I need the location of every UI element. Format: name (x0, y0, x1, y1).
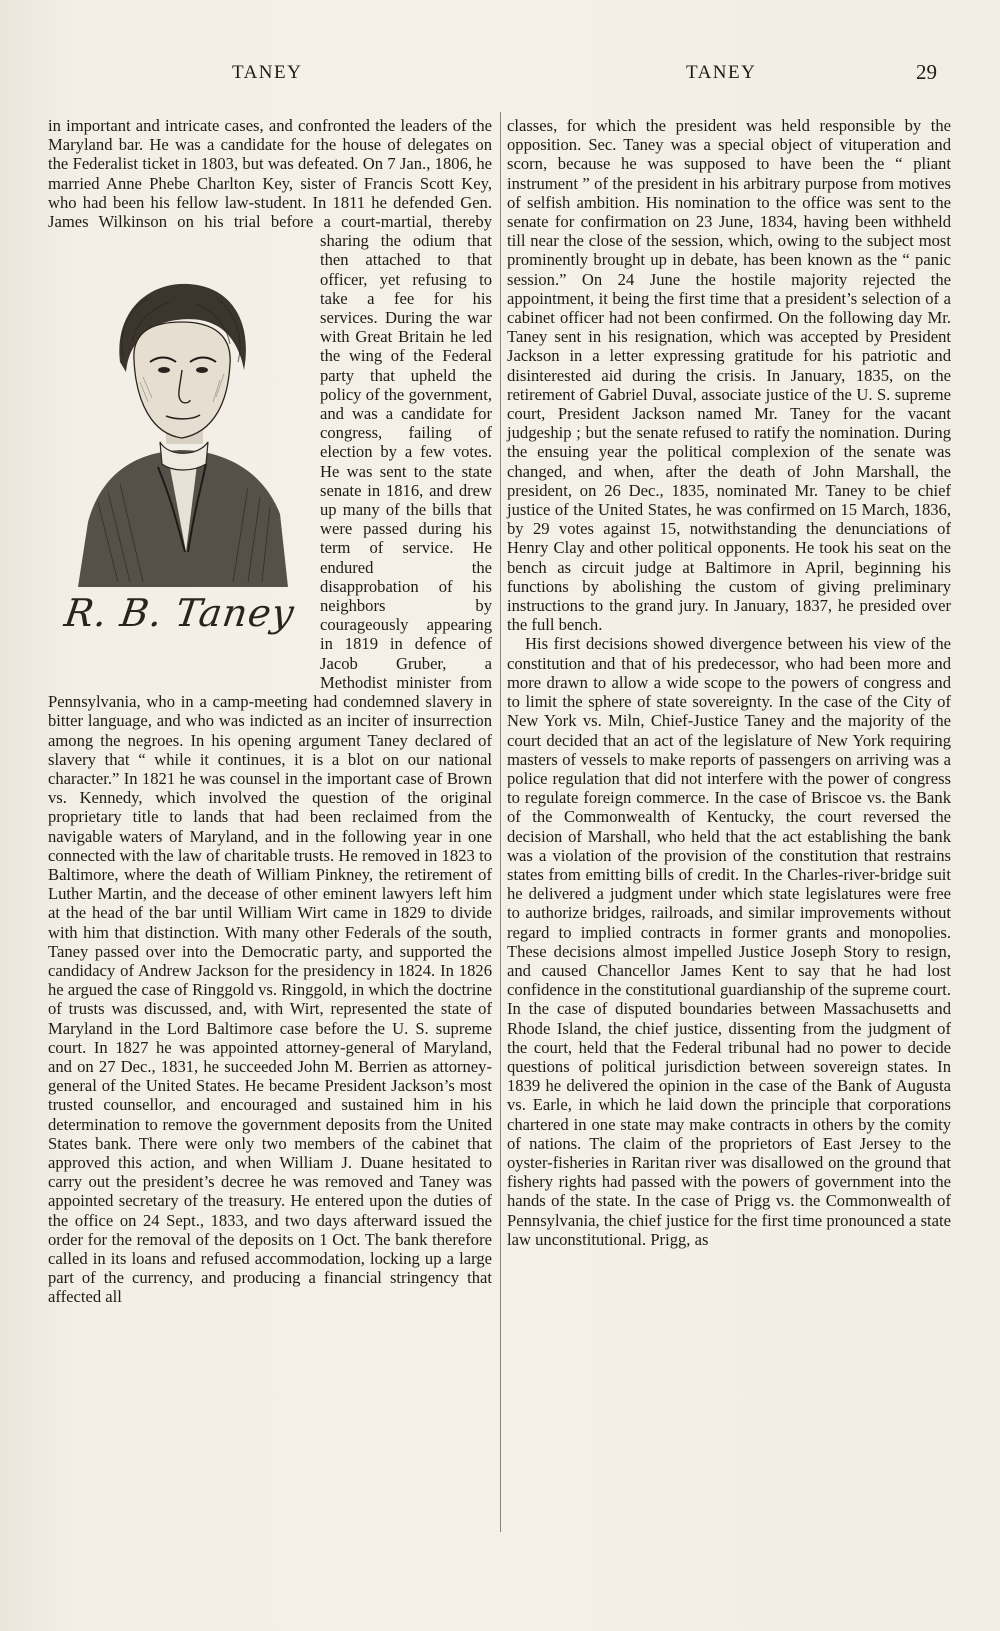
portrait-engraving (48, 252, 314, 597)
right-paragraph-1: classes, for which the president was held responsible by the opposition. Sec. Taney was a special object of vituperation and scorn, because he was supposed to have been the “ pliant instrument ” of the president in his arbitrary purpose from motives of selfish ambition. His nomination to the office was sent to the senate for confirmation on 23 June, 1834, having been withheld till near the close of the session, which, owing to the subject most prominently brought up in debate, has been known as the “ panic session.” On 24 June the hostile majority rejected the appointment, it being the first time that a president’s selection of a cabinet officer had not been confirmed. On the following day Mr. Taney sent in his resignation, which was accepted by President Jackson in a letter expressing gratitude for his patriotic and disinterested aid during the crisis. In January, 1835, on the retirement of Gabriel Duval, associate justice of the U. S. supreme court, President Jackson named Mr. Taney for the vacant judgeship ; but the senate refused to ratify the nomination. During the ensuing year the political complexion of the senate was changed, and when, after the death of John Marshall, the president, on 26 Dec., 1835, nominated Mr. Taney to be chief justice of the United States, he was confirmed on 15 March, 1836, by 29 votes against 15, notwithstanding the denunciations of Henry Clay and other political opponents. He took his seat on the bench as circuit judge at Baltimore in April, beginning his functions by abolishing the custom of giving preliminary instructions to the grand jury. In January, 1837, he presided over the full bench. (507, 116, 951, 635)
page-number: 29 (916, 60, 937, 84)
right-paragraph-2: His first decisions showed divergence between his view of the constitution and that of his predecessor, who had been more and more drawn to allow a wide scope to the powers of congress and to limit the sphere of state sovereignty. In the case of the City of New York vs. Miln, Chief-Justice Taney and the majority of the court decided that an act of the legislature of New York requiring masters of vessels to make reports of passengers on arriving was a police regulation that did not interfere with the power of congress to regulate foreign commerce. In the case of Briscoe vs. the Bank of the Commonwealth of Kentucky, the court reversed the decision of Marshall, who held that the act establishing the bank was a violation of the provision of the constitution that restrains states from emitting bills of credit. In the Charles-river-bridge suit he delivered a judgment under which state legislatures were free to authorize bridges, railroads, and similar improvements without regard to implied contracts in former grants and monopolies. These decisions almost impelled Justice Joseph Story to resign, and caused Chancellor James Kent to say that he had lost confidence in the constitutional guardianship of the supreme court. In the case of disputed boundaries between Massachusetts and Rhode Island, the chief justice, dissenting from the judgment of the court, held that the Federal tribunal had no power to decide questions of political jurisdiction between sovereign states. In 1839 he delivered the opinion in the case of the Bank of Augusta vs. Earle, in which he laid down the principle that corporations chartered in one state may make contracts in others by the comity of nations. The claim of the proprietors of East Jersey to the oyster-fisheries in Raritan river was disallowed on the ground that fishery rights had passed with the powers of government into the hands of the state. In the case of Prigg vs. the Commonwealth of Pennsylvania, the chief justice for the first time pronounced a state law unconstitutional. Prigg, as (507, 634, 951, 1249)
signature-r-b-taney: R. B. Taney (61, 591, 298, 635)
running-head-left: TANEY (232, 62, 303, 83)
right-column (507, 116, 951, 1249)
portrait-figure (48, 252, 314, 684)
running-head-right: TANEY (686, 62, 757, 83)
column-divider (500, 112, 501, 1532)
left-paragraph-1: in important and intricate cases, and confronted the leaders of the Maryland bar. He was a candidate for the house of delegates on the Federalist ticket in 1803, but was defeated. On 7 Jan., 1806, he married Anne Phebe Charlton Key, sister of Francis Scott Key, who had been his fellow law-student. In 1811 he defended Gen. James Wilkinson on his trial before a court-martial, thereby sharing the odium that then attached to that officer, yet refusing to take a fee for his services. During the war with Great Britain he led the wing of the Federal party that upheld the policy of the government, and was a candidate for congress, failing of election by a few votes. He was sent to the state senate in 1816, and drew up many of the bills that were passed during his term of service. He endured the disapprobation of his neighbors by courageously appearing in 1819 in defence of Jacob Gruber, a Methodist minister from Pennsylvania, who in a camp-meeting had condemned slavery in bitter language, and who was indicted as an inciter of insurrection among the negroes. In his opening argument Taney declared of slavery that “ while it continues, it is a blot on our national character.” In 1821 he was counsel in the important case of Brown vs. Kennedy, which involved the question of the original proprietary title to lands that had been reclaimed from the navigable waters of Maryland, and in the following year in one connected with the law of charitable trusts. He removed in 1823 to Baltimore, where the death of William Pinkney, the retirement of Luther Martin, and the decease of other eminent lawyers left him at the head of the bar until William Wirt came in 1829 to divide with him that distinction. With many other Federals of the south, Taney passed over into the Democratic party, and supported the candidacy of Andrew Jackson for the presidency in 1824. In 1826 he argued the case of Ringgold vs. Ringgold, in which the doctrine of trusts was discussed, and, with Wirt, represented the state of Maryland in the Lord Baltimore case before the U. S. supreme court. In 1827 he was appointed attorney-general of Maryland, and on 27 Dec., 1831, he succeeded John M. Berrien as attorney-general of the United States. He became President Jackson’s most trusted counsellor, and encouraged and sustained him in his determination to remove the government deposits from the United States bank. There were only two members of the cabinet that approved this action, and when William J. Duane hesitated to carry out the president’s decree he was removed and Taney was appointed secretary of the treasury. He entered upon the duties of the office on 24 Sept., 1833, and two days afterward issued the order for the removal of the deposits on 1 Oct. The bank therefore called in its loans and refused accommodation, locking up a large part of the currency, and producing a financial stringency that affected all (48, 116, 492, 1307)
left-column (48, 116, 492, 1307)
page-header (0, 62, 1000, 92)
